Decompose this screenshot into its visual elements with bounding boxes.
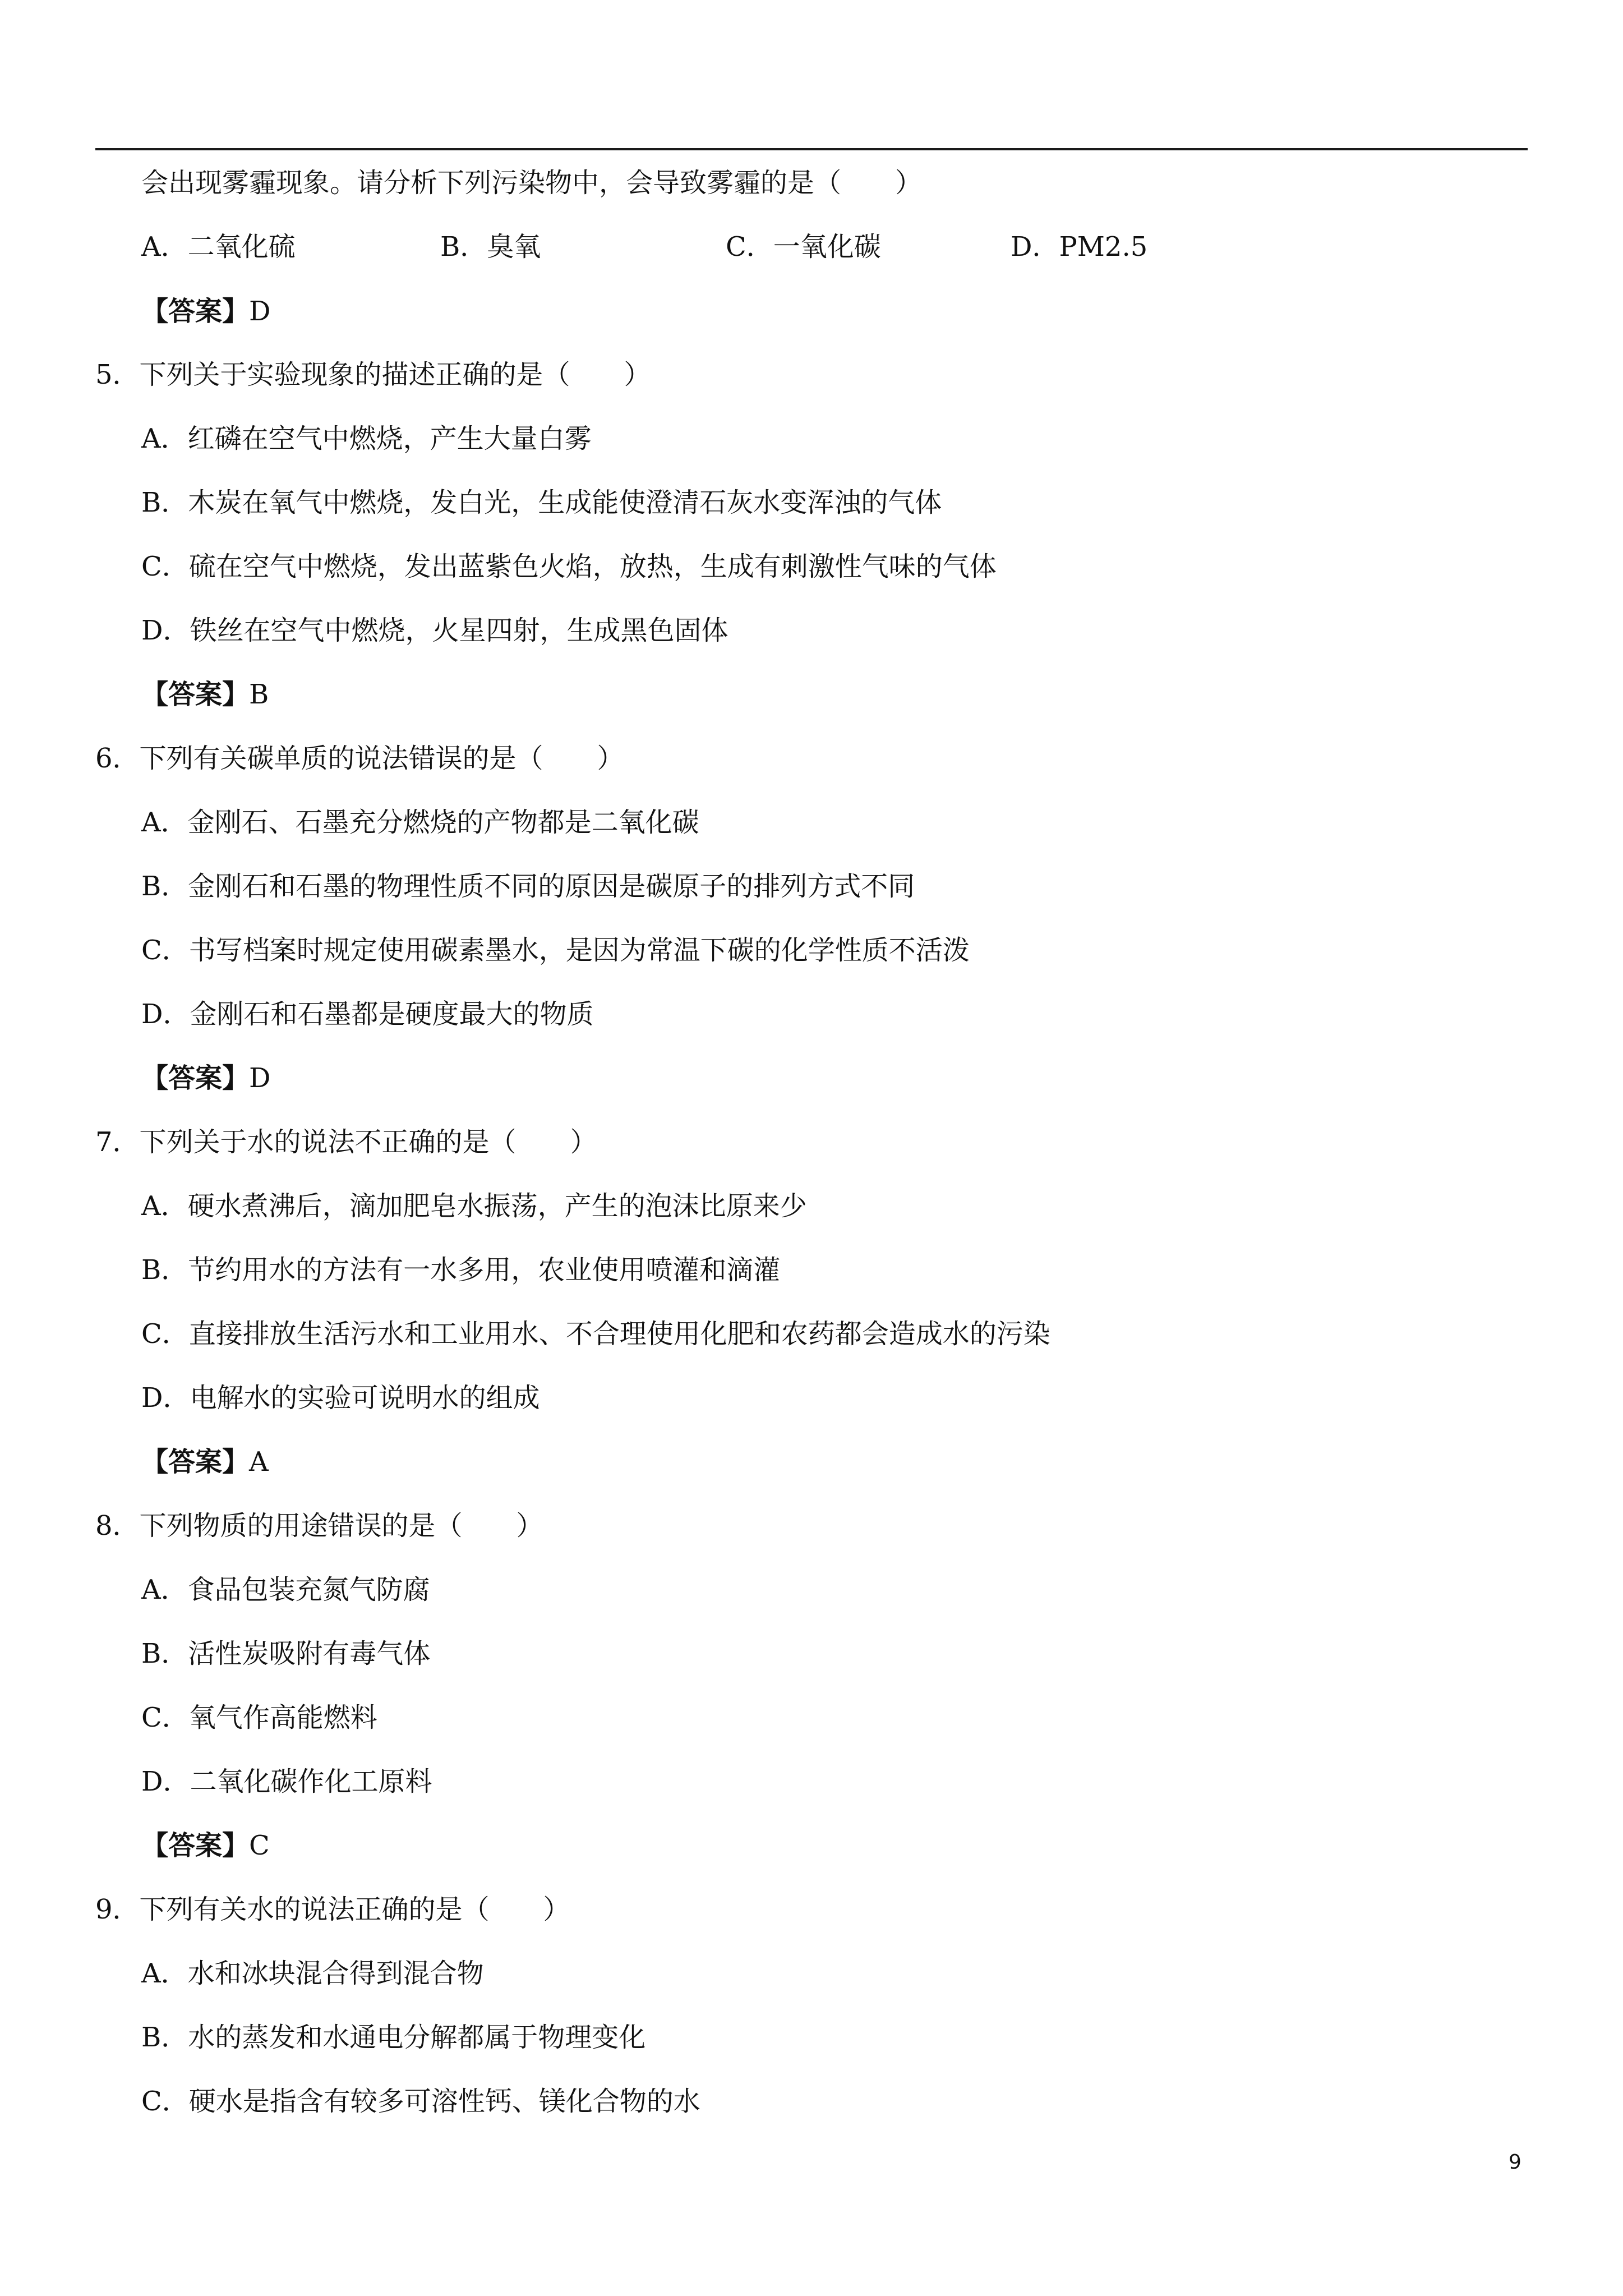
question-5-option-b: B．木炭在氧气中燃烧，发白光，生成能使澄清石灰水变浑浊的气体 [141,487,942,518]
question-8-answer [141,1829,270,1862]
answer-value: A [249,1446,269,1478]
header-rule [95,148,1528,150]
question-9-option-a: A．水和冰块混合得到混合物 [141,1958,484,1989]
answer-label: 【答案】 [141,1446,250,1478]
question-6-stem: 6．下列有关碳单质的说法错误的是（ ） [95,743,624,774]
question-9-option-b: B．水的蒸发和水通电分解都属于物理变化 [141,2022,646,2053]
question-6-option-d: D．金刚石和石墨都是硬度最大的物质 [141,999,594,1030]
question-5-stem: 5．下列关于实验现象的描述正确的是（ ） [95,359,651,390]
question-7-option-a: A．硬水煮沸后，滴加肥皂水振荡，产生的泡沫比原来少 [141,1190,807,1222]
answer-label: 【答案】 [141,1830,250,1861]
answer-label: 【答案】 [141,1062,250,1094]
question-7-option-b: B．节约用水的方法有一水多用，农业使用喷灌和滴灌 [141,1254,781,1286]
question-7-stem: 7．下列关于水的说法不正确的是（ ） [95,1126,597,1158]
question-7-answer [141,1445,269,1479]
question-6-answer [141,1061,271,1095]
question-4-stem-continuation: 会出现雾霾现象。请分析下列污染物中，会导致雾霾的是（ ） [141,167,923,199]
question-8-option-c: C．氧气作高能燃料 [141,1702,377,1733]
answer-value: D [249,296,271,327]
question-9-stem: 9．下列有关水的说法正确的是（ ） [95,1894,570,1925]
answer-value: D [249,1062,271,1094]
answer-value: C [249,1830,270,1861]
answer-label: 【答案】 [141,296,250,327]
question-5-option-c: C．硫在空气中燃烧，发出蓝紫色火焰，放热，生成有刺激性气味的气体 [141,551,997,582]
question-4-answer [141,295,271,328]
question-4-option-b: B．臭氧 [440,231,541,263]
answer-label: 【答案】 [141,679,250,710]
question-4-option-c: C．一氧化碳 [726,231,881,263]
question-6-option-b: B．金刚石和石墨的物理性质不同的原因是碳原子的排列方式不同 [141,871,915,902]
question-8-stem: 8．下列物质的用途错误的是（ ） [95,1510,543,1542]
question-7-option-c: C．直接排放生活污水和工业用水、不合理使用化肥和农药都会造成水的污染 [141,1318,1050,1350]
question-4-option-d: D．PM2.5 [1011,231,1148,263]
page-number: 9 [1509,2151,1521,2174]
question-8-option-b: B．活性炭吸附有毒气体 [141,1638,431,1669]
question-7-option-d: D．电解水的实验可说明水的组成 [141,1382,540,1414]
question-4-option-a: A．二氧化硫 [141,231,296,263]
question-8-option-a: A．食品包装充氮气防腐 [141,1574,430,1605]
question-6-option-a: A．金刚石、石墨充分燃烧的产物都是二氧化碳 [141,807,699,838]
answer-value: B [249,679,269,710]
question-6-option-c: C．书写档案时规定使用碳素墨水，是因为常温下碳的化学性质不活泼 [141,935,970,966]
question-8-option-d: D．二氧化碳作化工原料 [141,1766,432,1797]
question-5-answer [141,678,269,711]
question-5-option-a: A．红磷在空气中燃烧，产生大量白雾 [141,423,592,454]
question-5-option-d: D．铁丝在空气中燃烧，火星四射，生成黑色固体 [141,615,728,646]
question-9-option-c: C．硬水是指含有较多可溶性钙、镁化合物的水 [141,2086,700,2117]
